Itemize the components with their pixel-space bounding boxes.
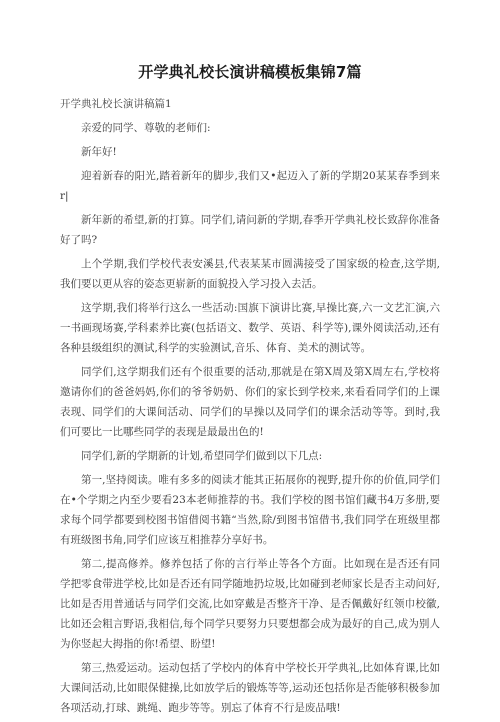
document-page xyxy=(60,62,440,722)
paragraph: 迎着新春的阳光,踏着新年的脚步,我们又•起迈入了新的学期20某某春季到来r| xyxy=(60,170,440,202)
paragraph: 第三,热爱运动。运动包括了学校内的体育中学校长开学典礼,比如体育课,比如大课间活动,比如眼保健操,比如放学后的锻炼等等,运动还包括你是否能够积极参加各项活动,打球、跳绳、跑步等等。别忘了体育不行是废品哦! xyxy=(60,662,440,714)
paragraph: 这学期,我们将举行这么一些活动:国旗下演讲比赛,早操比赛,六一文艺汇演,六一书画现场赛,学科素养比赛(包括语文、数学、英语、科学等),课外阅读活动,还有各种县级组织的测试,科学的实验测试,音乐、体育、美术的测试等。 xyxy=(60,302,440,354)
paragraph: 上个学期,我们学校代表安溪县,代表某某市圆满接受了国家级的检查,这学期,我们要以更从容的姿态更崭新的面貌投入学习投入去活。 xyxy=(60,258,440,290)
document-subtitle: 开学典礼校长演讲稿篇1 xyxy=(60,98,172,110)
paragraph-new-year: 新年好! xyxy=(81,146,117,158)
paragraph: 同学们,新的学期新的计划,希望同学们做到以下几点: xyxy=(81,450,323,462)
paragraph: 同学们,这学期我们还有个很重要的活动,那就是在第X周及第X周左右,学校将邀请你们的爸爸妈妈,你们的爷爷奶奶、你们的家长到学校来,来看看同学们的上课表现、同学们的大课间活动、同学们的早操以及同学们的课余活动等等。到时,我们可要比一比哪些同学的表现是最最出色的! xyxy=(60,366,440,438)
paragraph: 新年新的希望,新的打算。同学们,请问新的学期,春季开学典礼校长致辞你准备好了吗? xyxy=(60,214,440,246)
paragraph: 第一,坚持阅读。唯有多多的阅读才能其正拓展你的视野,提升你的价值,同学们在•个学期之内至少要看23本老师推荐的书。我们学校的图书馆们藏书4万多册,要求每个同学都要到校图书馆借阅书籍“当然,除/到图书馆借书,我们同学在班级里都有班级图书角,同学们应该互相推荐分享好书。 xyxy=(60,474,440,546)
paragraph: 第二,提高修养。修养包括了你的言行举止等各个方面。比如现在是否还有同学把零食带进学校,比如是否还有同学随地扔垃圾,比如碰到老师家长是否主动问好,比如是否用普通话与同学们交流,比如穿戴是否整齐干净、是否佩戴好红领巾校徽,比如还会粗言野语,我相信,每个同学只要努力只要想都会成为最好的自己,成为别人为你竖起大拇指的你!希望、盼望! xyxy=(60,558,440,650)
document-title: 开学典礼校长演讲稿模板集锦7篇 xyxy=(138,63,362,81)
paragraph-greeting: 亲爱的同学、尊敬的老师们: xyxy=(81,122,211,134)
